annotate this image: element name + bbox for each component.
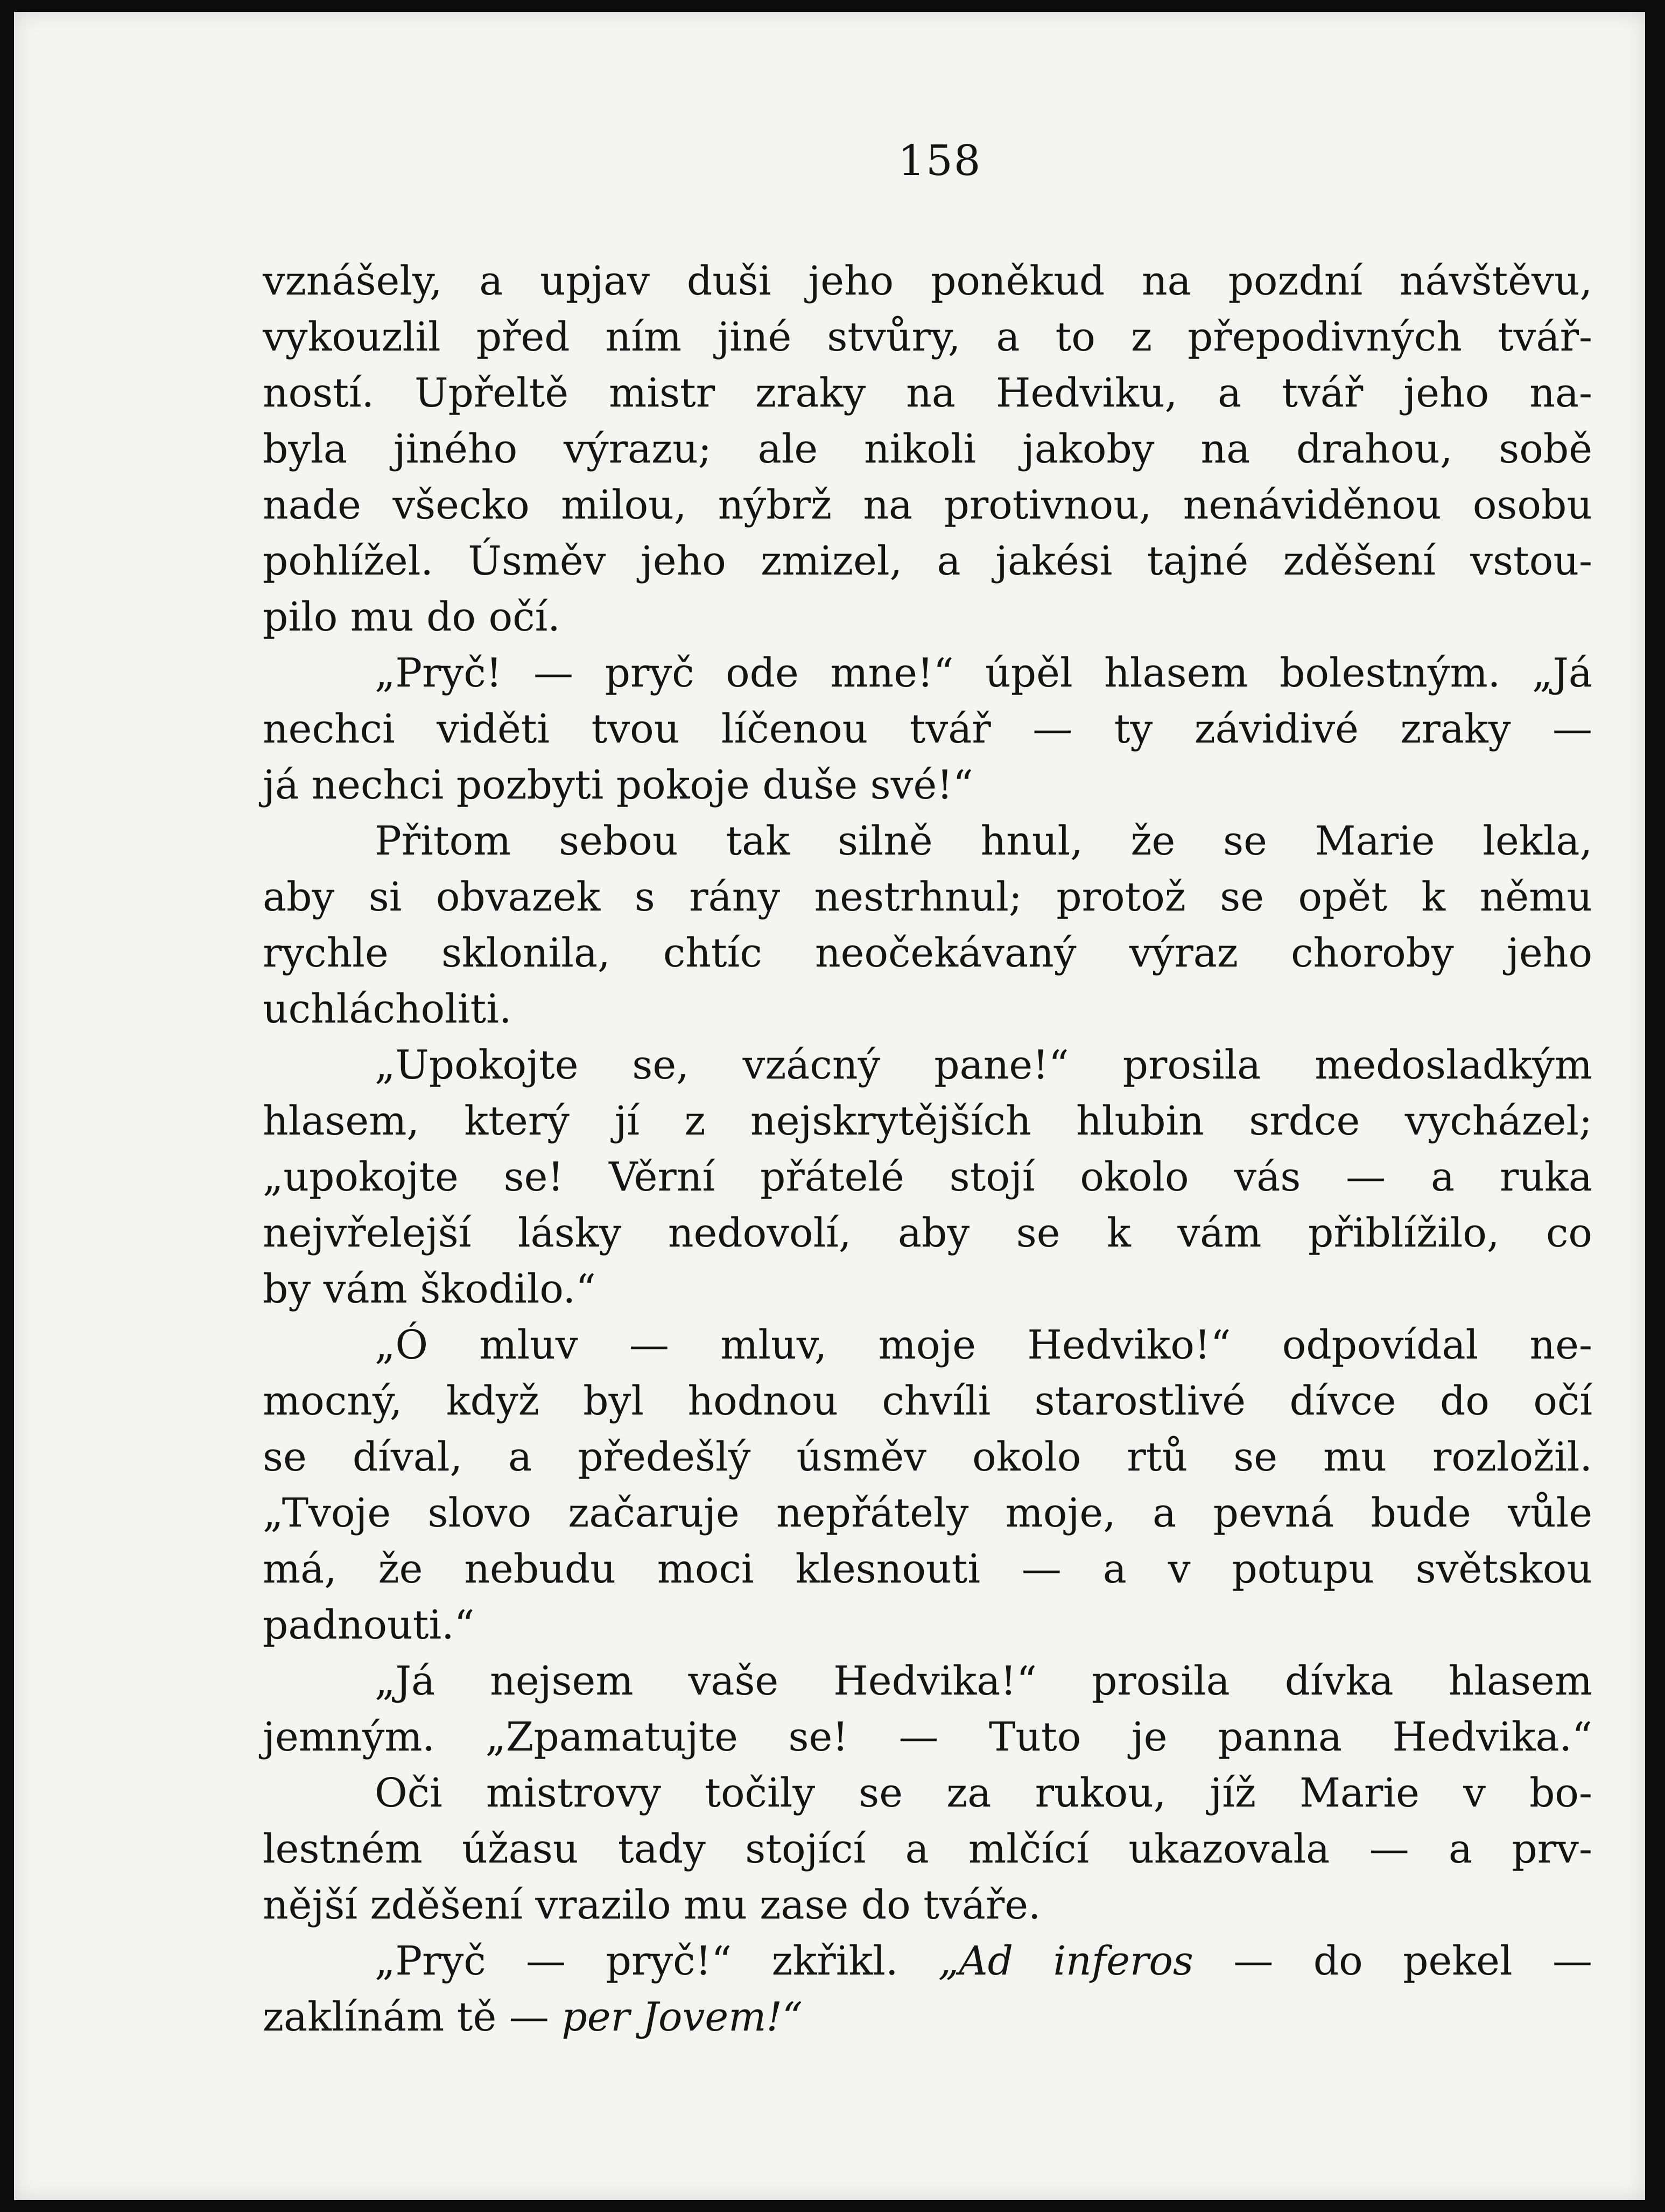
- text-line: vznášely, a upjav duši jeho poněkud na pozdní návštěvu,: [263, 258, 1592, 304]
- text-line: pohlížel. Úsměv jeho zmizel, a jakési tajné zděšení vstou-: [263, 538, 1592, 584]
- text-line: lestném úžasu tady stojící a mlčící ukazovala — a prv-: [263, 1826, 1592, 1872]
- text-line: Oči mistrovy točily se za rukou, jíž Marie v bo-: [375, 1770, 1592, 1816]
- text-line: byla jiného výrazu; ale nikoli jakoby na drahou, sobě: [263, 426, 1592, 472]
- text-line: má, že nebudu moci klesnouti — a v potupu světskou: [263, 1546, 1592, 1592]
- text-line: mocný, když byl hodnou chvíli starostlivé dívce do očí: [263, 1378, 1592, 1424]
- text-line: vykouzlil před ním jiné stvůry, a to z přepodivných tvář-: [263, 314, 1592, 360]
- text-line: „Já nejsem vaše Hedvika!“ prosila dívka hlasem: [375, 1658, 1592, 1704]
- text-line: „upokojte se! Věrní přátelé stojí okolo vás — a ruka: [263, 1154, 1592, 1200]
- page-number: 158: [898, 137, 982, 185]
- text-run: — do pekel —: [1193, 1938, 1592, 1984]
- text-line: aby si obvazek s rány nestrhnul; protož se opět k němu: [263, 874, 1592, 920]
- italic-latin-phrase: „Ad inferos: [938, 1938, 1193, 1984]
- text-line: nejvřelejší lásky nedovolí, aby se k vám přiblížilo, co: [263, 1210, 1592, 1256]
- text-line: „Pryč! — pryč ode mne!“ úpěl hlasem bolestným. „Já: [375, 650, 1592, 696]
- text-line: nechci viděti tvou líčenou tvář — ty závidivé zraky —: [263, 706, 1592, 752]
- text-line: nade všecko milou, nýbrž na protivnou, nenáviděnou osobu: [263, 482, 1592, 528]
- book-page: [14, 12, 1645, 2200]
- text-line: „Upokojte se, vzácný pane!“ prosila medosladkým: [375, 1042, 1592, 1088]
- text-line: rychle sklonila, chtíc neočekávaný výraz choroby jeho: [263, 930, 1592, 976]
- text-line: Přitom sebou tak silně hnul, že se Marie lekla,: [375, 818, 1592, 864]
- text-line: padnouti.“: [263, 1602, 475, 1648]
- text-line: jemným. „Zpamatujte se! — Tuto je panna Hedvika.“: [263, 1714, 1592, 1760]
- italic-latin-phrase: per Jovem!“: [561, 1994, 803, 2040]
- text-line: já nechci pozbyti pokoje duše své!“: [263, 762, 973, 808]
- text-run: „Pryč — pryč!“ zkřikl.: [375, 1938, 938, 1984]
- text-line: hlasem, který jí z nejskrytějších hlubin srdce vycházel;: [263, 1098, 1592, 1144]
- text-line-final-b: [263, 1989, 1592, 2045]
- text-line: by vám škodilo.“: [263, 1266, 596, 1312]
- text-line-final-a: [263, 1933, 1592, 1989]
- text-line: „Ó mluv — mluv, moje Hedviko!“ odpovídal ne-: [375, 1322, 1592, 1368]
- text-line: nější zděšení vrazilo mu zase do tváře.: [263, 1882, 1041, 1928]
- text-line: pilo mu do očí.: [263, 594, 560, 640]
- text-line: „Tvoje slovo začaruje nepřátely moje, a pevná bude vůle: [263, 1490, 1592, 1536]
- text-run: zaklínám tě —: [263, 1994, 562, 2040]
- text-line: ností. Upřeltě mistr zraky na Hedviku, a tvář jeho na-: [263, 370, 1592, 416]
- text-line: se díval, a předešlý úsměv okolo rtů se mu rozložil.: [263, 1434, 1592, 1480]
- text-line: uchlácholiti.: [263, 986, 512, 1032]
- body-text: [263, 253, 1592, 2045]
